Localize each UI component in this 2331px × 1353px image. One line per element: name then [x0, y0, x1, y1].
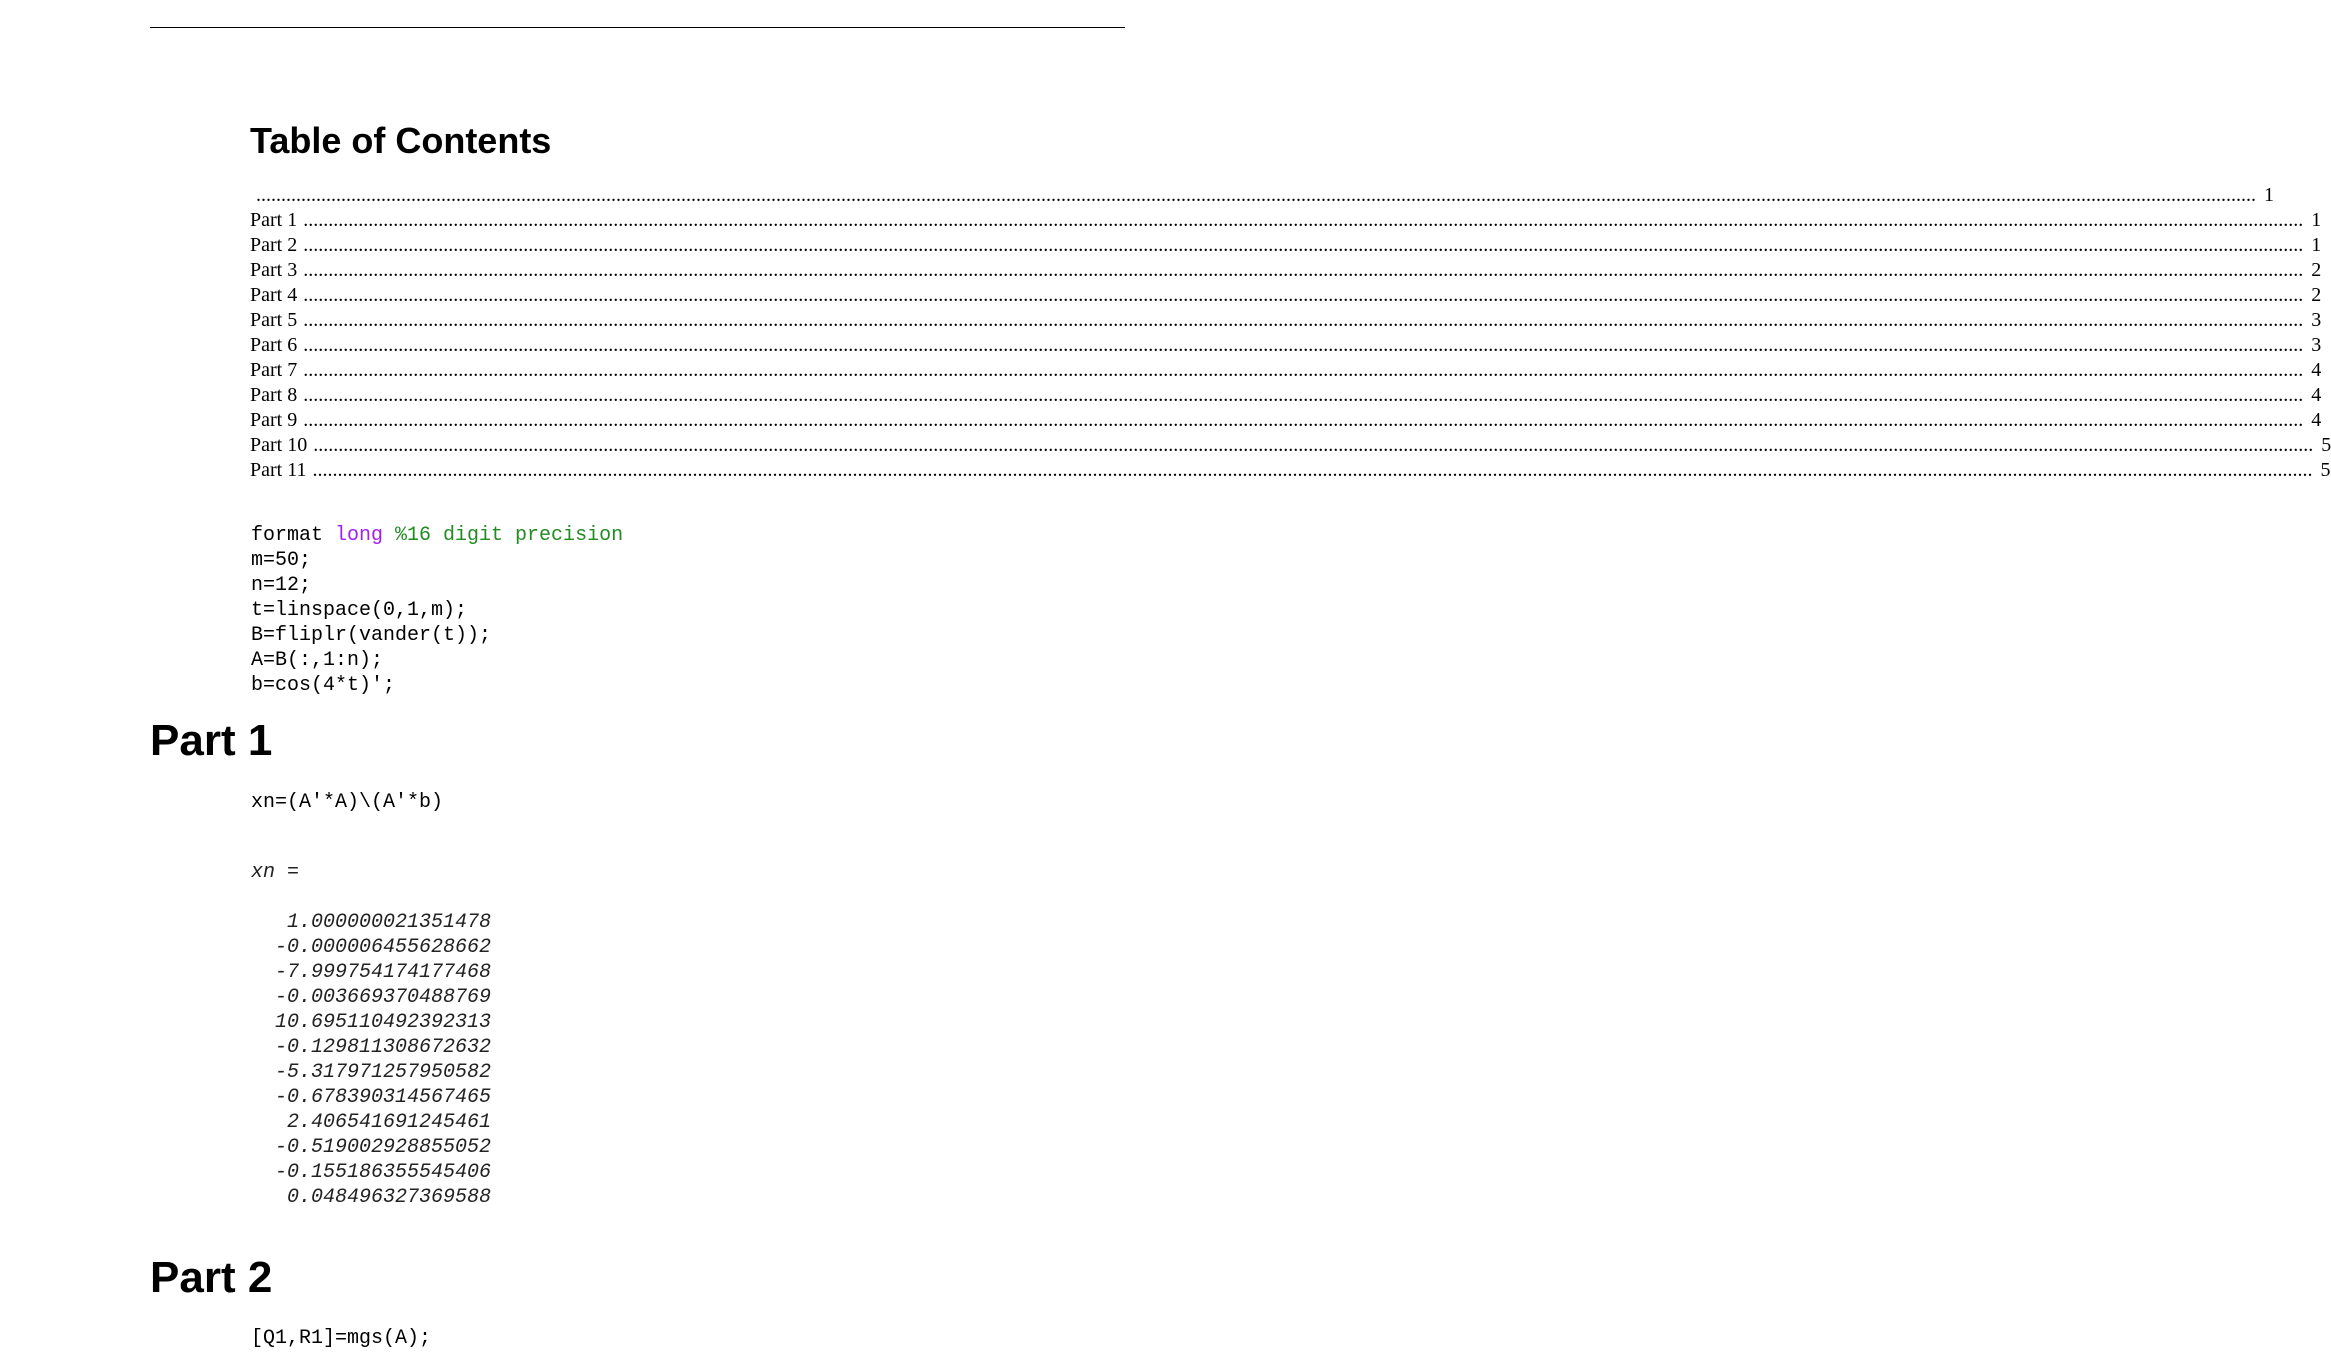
toc-leader: ................................................................................................................................................................................................................................................................................................................................................................................................................ [313, 434, 2314, 456]
toc-entry-part-11[interactable] [250, 458, 2331, 483]
output-value: 1.000000021351478 [251, 911, 492, 934]
code-line: A=B(:,1:n); [251, 649, 384, 672]
toc-entry-page: 3 [2311, 334, 2322, 356]
output-value: -0.519002928855052 [251, 1136, 492, 1159]
toc-entry-page: 4 [2311, 384, 2322, 406]
toc-entry-page: 2 [2311, 284, 2322, 306]
output-value: 2.406541691245461 [251, 1111, 492, 1134]
toc-entry-label: Part 6 [250, 334, 298, 356]
toc-entry-label: Part 8 [250, 384, 298, 406]
toc-entry-page: 1 [2311, 234, 2322, 256]
output-value: -0.678390314567465 [251, 1086, 492, 1109]
toc-leader: ................................................................................................................................................................................................................................................................................................................................................................................................................ [303, 209, 2304, 231]
code-line: xn=(A'*A)\(A'*b) [251, 791, 444, 814]
code-line [251, 523, 623, 548]
header-rule [150, 27, 1125, 28]
toc-entry-part-10[interactable] [250, 433, 2331, 458]
toc-leader: ................................................................................................................................................................................................................................................................................................................................................................................................................ [303, 234, 2304, 256]
toc-leader: ................................................................................................................................................................................................................................................................................................................................................................................................................ [303, 309, 2304, 331]
output-value: -7.999754174177468 [251, 961, 492, 984]
toc-entry-page: 5 [2320, 459, 2331, 481]
part-1-heading: Part 1 [150, 716, 273, 765]
toc-entry-part-4[interactable] [250, 283, 2322, 308]
part-2-heading: Part 2 [150, 1253, 273, 1302]
code-line: m=50; [251, 549, 312, 572]
part-1-code [251, 790, 443, 815]
toc-entry-page: 2 [2311, 259, 2322, 281]
toc-leader: ................................................................................................................................................................................................................................................................................................................................................................................................................ [303, 259, 2304, 281]
toc-entry-part-7[interactable] [250, 358, 2322, 383]
toc-entry-part-1[interactable] [250, 208, 2322, 233]
toc-entry-part-8[interactable] [250, 383, 2322, 408]
code-comment: %16 digit precision [383, 524, 624, 547]
toc-entry-page: 4 [2311, 359, 2322, 381]
part-2-code [251, 1326, 431, 1351]
toc-entry-page: 1 [2311, 209, 2322, 231]
code-line: t=linspace(0,1,m); [251, 599, 468, 622]
toc-entry-label: Part 9 [250, 409, 298, 431]
output-value: 0.048496327369588 [251, 1186, 492, 1209]
toc-entry-part-3[interactable] [250, 258, 2322, 283]
output-value: 10.695110492392313 [251, 1011, 492, 1034]
part-1-output [251, 860, 491, 1210]
toc-leader: ................................................................................................................................................................................................................................................................................................................................................................................................................ [256, 184, 2256, 206]
toc-leader: ................................................................................................................................................................................................................................................................................................................................................................................................................ [312, 459, 2313, 481]
code-text: format [251, 524, 336, 547]
code-line: B=fliplr(vander(t)); [251, 624, 492, 647]
toc-entry-label: Part 5 [250, 309, 298, 331]
toc-entry-page: 1 [2264, 184, 2274, 206]
code-line: n=12; [251, 574, 312, 597]
toc-entry-label: Part 10 [250, 434, 308, 456]
toc-entry[interactable] [250, 183, 2274, 208]
toc-entry-label: Part 11 [250, 459, 307, 481]
toc-entry-label: Part 1 [250, 209, 298, 231]
toc-entry-label: Part 7 [250, 359, 298, 381]
toc-entry-part-9[interactable] [250, 408, 2322, 433]
code-line: b=cos(4*t)'; [251, 674, 396, 697]
output-value: -0.129811308672632 [251, 1036, 492, 1059]
toc-entry-page: 3 [2311, 309, 2322, 331]
toc-entry-label: Part 3 [250, 259, 298, 281]
toc-entry-part-5[interactable] [250, 308, 2322, 333]
toc-leader: ................................................................................................................................................................................................................................................................................................................................................................................................................ [303, 409, 2304, 431]
toc-entry-page: 4 [2311, 409, 2322, 431]
toc-entry-page: 5 [2321, 434, 2331, 456]
toc-leader: ................................................................................................................................................................................................................................................................................................................................................................................................................ [303, 334, 2304, 356]
toc-entry-part-6[interactable] [250, 333, 2322, 358]
output-value: -0.000006455628662 [251, 936, 492, 959]
toc-list [250, 183, 2331, 483]
output-blank-line [251, 885, 491, 910]
toc-entry-label: Part 4 [250, 284, 298, 306]
output-value: -0.155186355545406 [251, 1161, 492, 1184]
toc-entry-label: Part 2 [250, 234, 298, 256]
output-label: xn = [251, 861, 300, 884]
toc-entry-part-2[interactable] [250, 233, 2322, 258]
toc-leader: ................................................................................................................................................................................................................................................................................................................................................................................................................ [303, 359, 2304, 381]
output-value: -0.003669370488769 [251, 986, 492, 1009]
toc-title: Table of Contents [250, 120, 552, 161]
output-value: -5.317971257950582 [251, 1061, 492, 1084]
toc-leader: ................................................................................................................................................................................................................................................................................................................................................................................................................ [303, 384, 2304, 406]
toc-leader: ................................................................................................................................................................................................................................................................................................................................................................................................................ [303, 284, 2304, 306]
setup-code-block [251, 523, 623, 698]
code-keyword: long [335, 524, 384, 547]
code-line: [Q1,R1]=mgs(A); [251, 1327, 432, 1350]
